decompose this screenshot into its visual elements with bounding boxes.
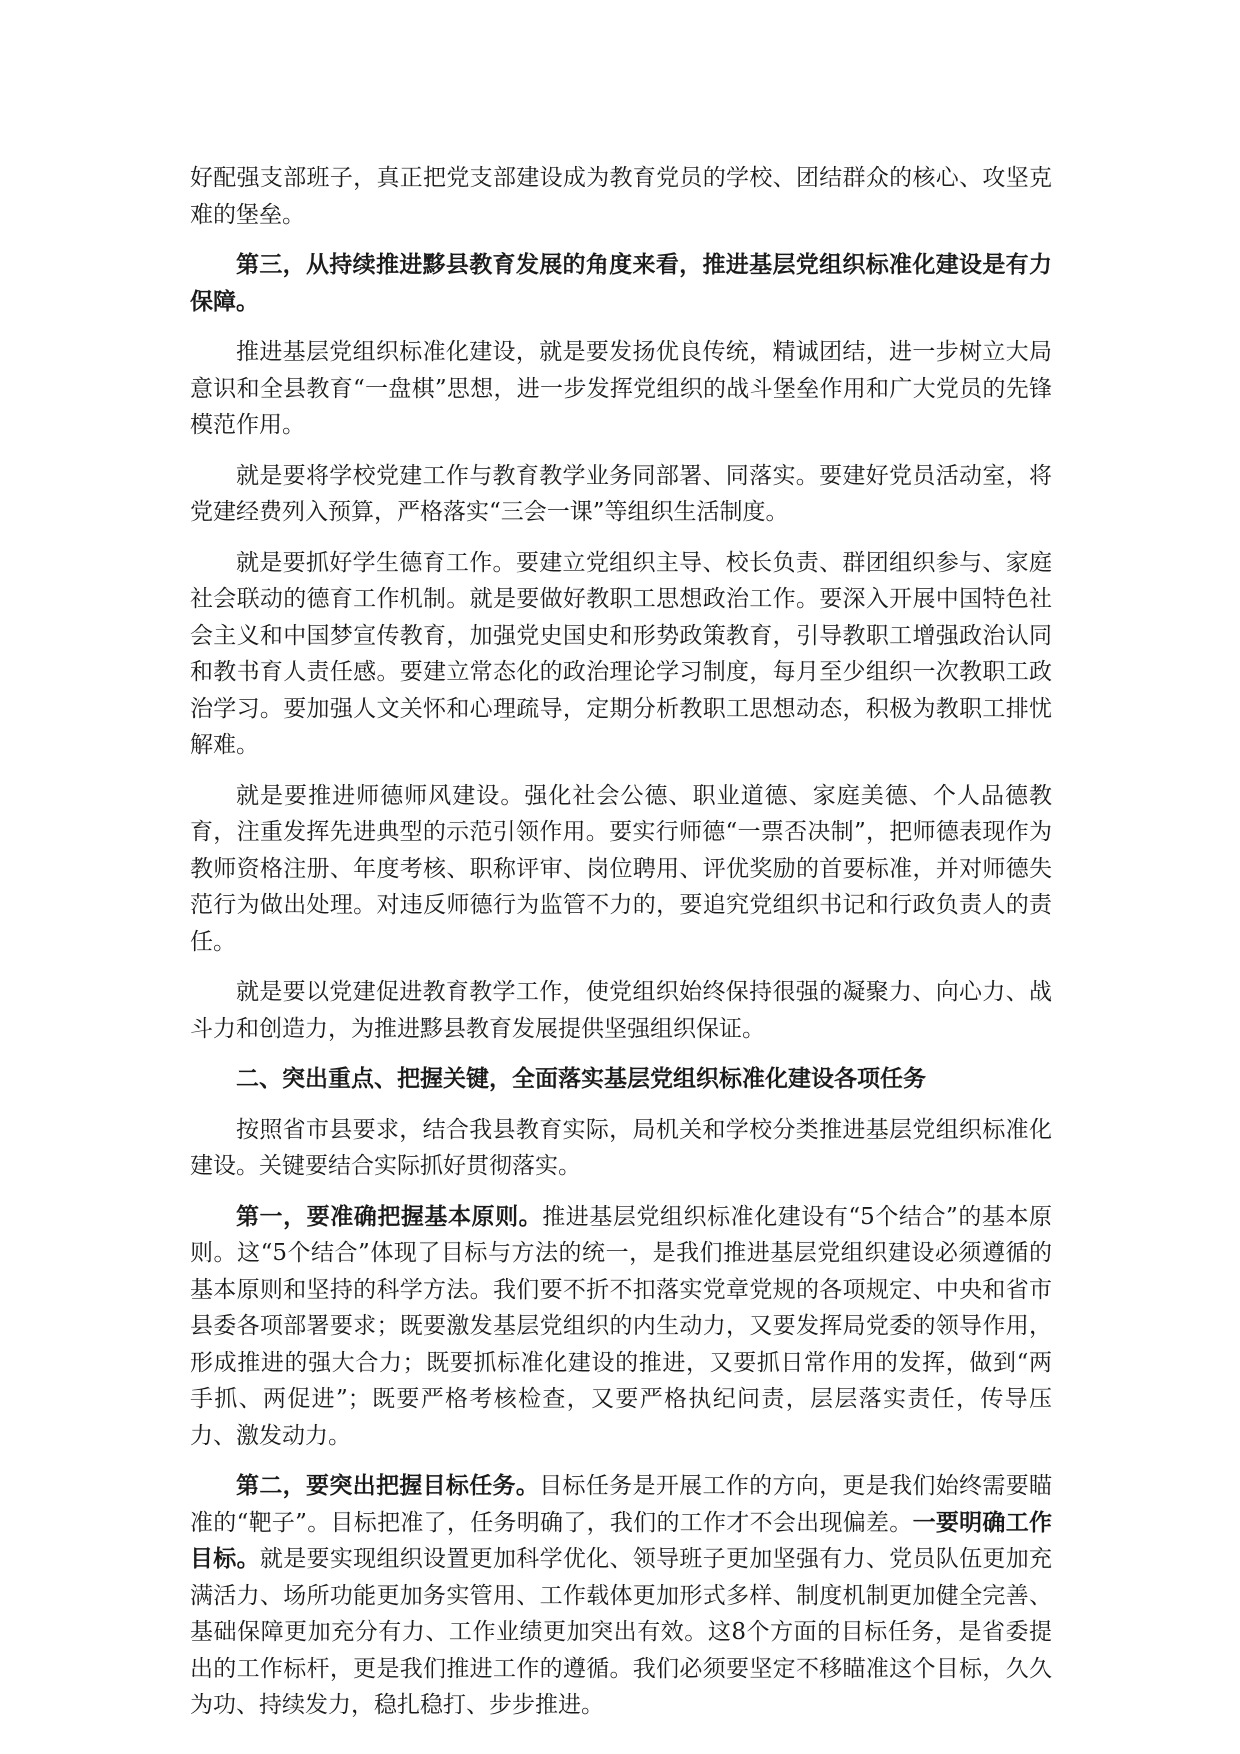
paragraph-second-target xyxy=(190,1468,1052,1724)
paragraph-continuation xyxy=(190,160,1052,233)
paragraph-lead: 第一，要准确把握基本原则。 xyxy=(236,1202,543,1230)
document-page xyxy=(190,160,1052,1738)
paragraph xyxy=(190,334,1052,444)
paragraph-text: 就是要推进师德师风建设。强化社会公德、职业道德、家庭美德、个人品德教育，注重发挥先进典型的示范引领作用。要实行师德“一票否决制”，把师德表现作为教师资格注册、年度考核、职称评审、岗位聘用、评优奖励的首要标准，并对师德失范行为做出处理。对违反师德行为监管不力的，要追究党组织书记和行政负责人的责任。 xyxy=(190,782,1052,955)
section-heading-two xyxy=(190,1061,1052,1098)
paragraph-text: 推进基层党组织标准化建设有“5个结合”的基本原则。这“5个结合”体现了目标与方法的统一，是我们推进基层党组织建设必须遵循的基本原则和坚持的科学方法。我们要不折不扣落实党章党规的各项规定、中央和省市县委各项部署要求；既要激发基层党组织的内生动力，又要发挥局党委的领导作用，形成推进的强大合力；既要抓标准化建设的推进，又要抓日常作用的发挥，做到“两手抓、两促进”；既要严格考核检查，又要严格执纪问责，层层落实责任，传导压力、激发动力。 xyxy=(190,1203,1053,1449)
paragraph-text: 目标任务是开展工作的方向，更是我们始终需要瞄准的“靶子”。目标把准了，任务明确了，我们的工作才不会出现偏差。 xyxy=(190,1473,1053,1536)
heading-text: 第三，从持续推进黟县教育发展的角度来看，推进基层党组织标准化建设是有力保障。 xyxy=(190,251,1052,315)
paragraph xyxy=(190,1112,1052,1185)
paragraph-text: 就是要将学校党建工作与教育教学业务同部署、同落实。要建好党员活动室，将党建经费列入预算，严格落实“三会一课”等组织生活制度。 xyxy=(190,462,1052,525)
paragraph-lead: 第二，要突出把握目标任务。 xyxy=(236,1472,540,1499)
paragraph-text: 好配强支部班子，真正把党支部建设成为教育党员的学校、团结群众的核心、攻坚克难的堡垒。 xyxy=(190,165,1052,228)
heading-text: 二、突出重点、把握关键，全面落实基层党组织标准化建设各项任务 xyxy=(236,1065,926,1092)
heading-third-point xyxy=(190,247,1052,320)
paragraph-text: 按照省市县要求，结合我县教育实际，局机关和学校分类推进基层党组织标准化建设。关键要结合实际抓好贯彻落实。 xyxy=(190,1116,1052,1179)
paragraph xyxy=(190,974,1052,1047)
paragraph xyxy=(190,778,1052,961)
paragraph-text: 就是要以党建促进教育教学工作，使党组织始终保持很强的凝聚力、向心力、战斗力和创造力，为推进黟县教育发展提供坚强组织保证。 xyxy=(190,979,1052,1042)
paragraph-sub-lead: 一要明确工作目标。 xyxy=(190,1508,1052,1572)
paragraph-text: 就是要实现组织设置更加科学优化、领导班子更加坚强有力、党员队伍更加充满活力、场所功能更加务实管用、工作载体更加形式多样、制度机制更加健全完善、基础保障更加充分有力、工作业绩更加突出有效。这8个方面的目标任务，是省委提出的工作标杆，更是我们推进工作的遵循。我们必须要坚定不移瞄准这个目标，久久为功、持续发力，稳扎稳打、步步推进。 xyxy=(190,1546,1053,1718)
paragraph-first-principle xyxy=(190,1199,1052,1455)
paragraph xyxy=(190,545,1052,764)
paragraph-text: 就是要抓好学生德育工作。要建立党组织主导、校长负责、群团组织参与、家庭社会联动的德育工作机制。就是要做好教职工思想政治工作。要深入开展中国特色社会主义和中国梦宣传教育，加强党史国史和形势政策教育，引导教职工增强政治认同和教书育人责任感。要建立常态化的政治理论学习制度，每月至少组织一次教职工政治学习。要加强人文关怀和心理疏导，定期分析教职工思想动态，积极为教职工排忧解难。 xyxy=(190,549,1052,758)
paragraph-text: 推进基层党组织标准化建设，就是要发扬优良传统，精诚团结，进一步树立大局意识和全县教育“一盘棋”思想，进一步发挥党组织的战斗堡垒作用和广大党员的先锋模范作用。 xyxy=(190,339,1052,438)
paragraph xyxy=(190,458,1052,531)
